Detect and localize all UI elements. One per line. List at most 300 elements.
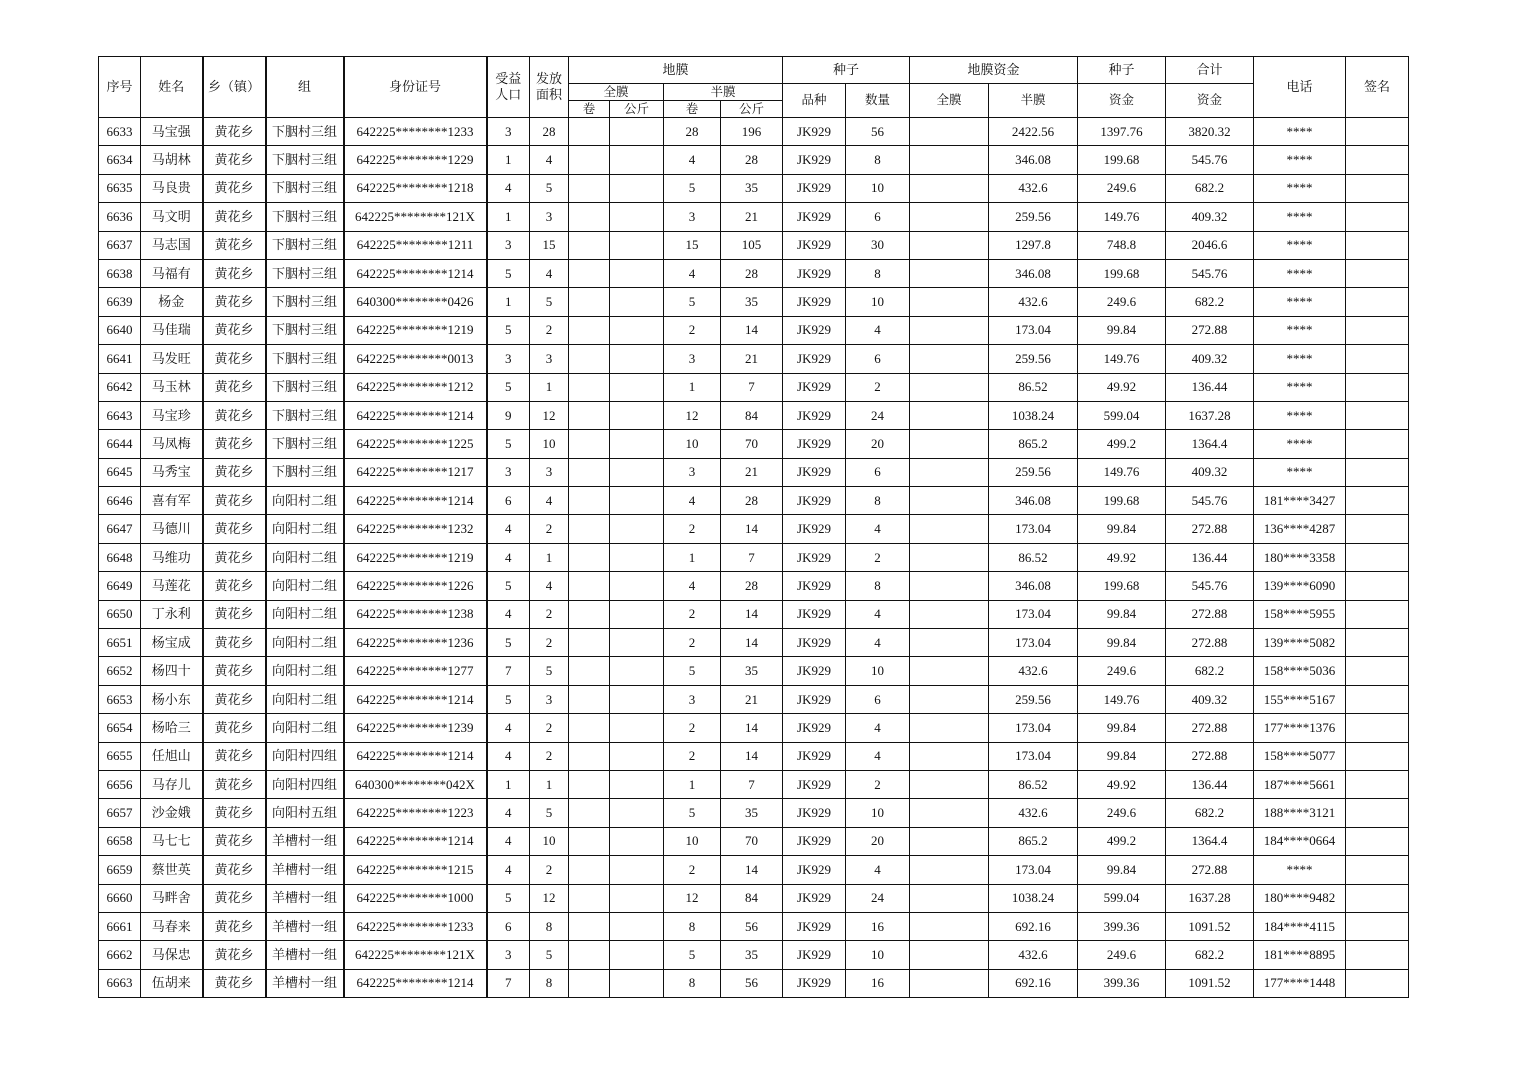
cell-total-fund: 682.2: [1166, 288, 1254, 316]
cell-id-number: 642225********1238: [344, 600, 487, 628]
cell-id-number: 642225********1226: [344, 572, 487, 600]
cell-full-film-rolls: [569, 430, 610, 458]
cell-serial-number: 6645: [99, 458, 141, 486]
cell-signature: [1346, 543, 1409, 571]
cell-group: 下胭村三组: [266, 373, 344, 401]
cell-signature: [1346, 259, 1409, 287]
cell-id-number: 642225********1214: [344, 401, 487, 429]
cell-seed-variety: JK929: [783, 288, 846, 316]
cell-fund-half-film: 259.56: [989, 203, 1078, 231]
cell-half-film-kg: 35: [721, 941, 783, 969]
cell-seed-fund: 49.92: [1078, 373, 1166, 401]
header-film: 地膜: [569, 57, 783, 84]
cell-phone: 139****6090: [1254, 572, 1346, 600]
cell-half-film-rolls: 4: [664, 259, 721, 287]
cell-group: 向阳村二组: [266, 657, 344, 685]
cell-half-film-rolls: 2: [664, 629, 721, 657]
cell-full-film-rolls: [569, 600, 610, 628]
table-row: [99, 572, 1409, 600]
cell-signature: [1346, 770, 1409, 798]
cell-seed-variety: JK929: [783, 316, 846, 344]
cell-name: 马良贵: [141, 174, 203, 202]
cell-group: 羊槽村一组: [266, 912, 344, 940]
cell-half-film-rolls: 3: [664, 345, 721, 373]
cell-half-film-kg: 35: [721, 799, 783, 827]
cell-half-film-kg: 14: [721, 515, 783, 543]
cell-group: 下胭村三组: [266, 174, 344, 202]
cell-full-film-rolls: [569, 458, 610, 486]
cell-town: 黄花乡: [203, 941, 266, 969]
cell-seed-fund: 1397.76: [1078, 118, 1166, 146]
cell-phone: 181****3427: [1254, 487, 1346, 515]
cell-phone: 180****9482: [1254, 884, 1346, 912]
header-id-number: 身份证号: [344, 57, 487, 118]
cell-seed-fund: 49.92: [1078, 543, 1166, 571]
cell-group: 向阳村四组: [266, 742, 344, 770]
cell-fund-half-film: 173.04: [989, 856, 1078, 884]
cell-full-film-kg: [610, 203, 664, 231]
cell-total-fund: 545.76: [1166, 146, 1254, 174]
cell-fund-half-film: 346.08: [989, 259, 1078, 287]
cell-area: 2: [530, 515, 569, 543]
cell-id-number: 642225********121X: [344, 941, 487, 969]
cell-name: 蔡世英: [141, 856, 203, 884]
cell-full-film-kg: [610, 316, 664, 344]
cell-signature: [1346, 316, 1409, 344]
cell-area: 4: [530, 146, 569, 174]
cell-name: 任旭山: [141, 742, 203, 770]
cell-half-film-kg: 21: [721, 458, 783, 486]
cell-area: 12: [530, 884, 569, 912]
cell-full-film-rolls: [569, 401, 610, 429]
cell-seed-variety: JK929: [783, 629, 846, 657]
cell-town: 黄花乡: [203, 146, 266, 174]
cell-phone: ****: [1254, 316, 1346, 344]
cell-area: 5: [530, 288, 569, 316]
cell-seed-quantity: 8: [846, 572, 910, 600]
cell-beneficiaries: 3: [487, 941, 530, 969]
cell-phone: ****: [1254, 373, 1346, 401]
table-row: [99, 259, 1409, 287]
cell-phone: 158****5036: [1254, 657, 1346, 685]
cell-name: 杨哈三: [141, 714, 203, 742]
cell-id-number: 642225********1229: [344, 146, 487, 174]
cell-id-number: 642225********1223: [344, 799, 487, 827]
cell-name: 马维功: [141, 543, 203, 571]
cell-seed-quantity: 4: [846, 714, 910, 742]
table-row: [99, 685, 1409, 713]
cell-signature: [1346, 685, 1409, 713]
header-town: 乡（镇）: [203, 57, 266, 118]
cell-fund-half-film: 173.04: [989, 629, 1078, 657]
cell-full-film-rolls: [569, 856, 610, 884]
cell-id-number: 642225********1236: [344, 629, 487, 657]
cell-beneficiaries: 1: [487, 146, 530, 174]
cell-name: 马宝珍: [141, 401, 203, 429]
cell-town: 黄花乡: [203, 373, 266, 401]
cell-fund-full-film: [910, 742, 989, 770]
cell-full-film-kg: [610, 742, 664, 770]
cell-phone: 188****3121: [1254, 799, 1346, 827]
cell-area: 2: [530, 856, 569, 884]
cell-serial-number: 6658: [99, 827, 141, 855]
cell-phone: 177****1376: [1254, 714, 1346, 742]
cell-signature: [1346, 401, 1409, 429]
cell-group: 下胭村三组: [266, 288, 344, 316]
cell-full-film-kg: [610, 174, 664, 202]
cell-signature: [1346, 856, 1409, 884]
cell-fund-half-film: 346.08: [989, 487, 1078, 515]
cell-fund-full-film: [910, 799, 989, 827]
cell-town: 黄花乡: [203, 515, 266, 543]
cell-signature: [1346, 884, 1409, 912]
cell-total-fund: 3820.32: [1166, 118, 1254, 146]
cell-fund-full-film: [910, 572, 989, 600]
cell-town: 黄花乡: [203, 288, 266, 316]
cell-name: 马佳瑞: [141, 316, 203, 344]
cell-full-film-kg: [610, 515, 664, 543]
table-row: [99, 458, 1409, 486]
cell-town: 黄花乡: [203, 884, 266, 912]
cell-beneficiaries: 4: [487, 714, 530, 742]
cell-town: 黄花乡: [203, 770, 266, 798]
cell-town: 黄花乡: [203, 174, 266, 202]
cell-seed-variety: JK929: [783, 373, 846, 401]
cell-seed-quantity: 30: [846, 231, 910, 259]
cell-full-film-rolls: [569, 174, 610, 202]
cell-serial-number: 6661: [99, 912, 141, 940]
header-full-film: 全膜: [569, 84, 664, 101]
cell-fund-half-film: 2422.56: [989, 118, 1078, 146]
cell-fund-half-film: 1297.8: [989, 231, 1078, 259]
cell-serial-number: 6656: [99, 770, 141, 798]
cell-full-film-kg: [610, 373, 664, 401]
cell-total-fund: 545.76: [1166, 572, 1254, 600]
cell-half-film-rolls: 10: [664, 430, 721, 458]
cell-beneficiaries: 5: [487, 259, 530, 287]
cell-half-film-kg: 7: [721, 543, 783, 571]
cell-group: 下胭村三组: [266, 345, 344, 373]
cell-half-film-rolls: 2: [664, 714, 721, 742]
distribution-table: [98, 56, 1409, 998]
header-signature: 签名: [1346, 57, 1409, 118]
header-quantity: 数量: [846, 84, 910, 118]
cell-fund-half-film: 432.6: [989, 174, 1078, 202]
header-half-film: 半膜: [664, 84, 783, 101]
cell-phone: ****: [1254, 259, 1346, 287]
cell-fund-full-film: [910, 969, 989, 997]
cell-serial-number: 6653: [99, 685, 141, 713]
cell-full-film-rolls: [569, 572, 610, 600]
cell-area: 2: [530, 316, 569, 344]
cell-seed-fund: 199.68: [1078, 487, 1166, 515]
cell-serial-number: 6660: [99, 884, 141, 912]
cell-seed-fund: 499.2: [1078, 430, 1166, 458]
cell-signature: [1346, 430, 1409, 458]
cell-seed-variety: JK929: [783, 714, 846, 742]
header-variety: 品种: [783, 84, 846, 118]
cell-seed-fund: 249.6: [1078, 941, 1166, 969]
cell-full-film-kg: [610, 458, 664, 486]
cell-seed-quantity: 6: [846, 345, 910, 373]
cell-beneficiaries: 4: [487, 799, 530, 827]
cell-total-fund: 545.76: [1166, 259, 1254, 287]
cell-serial-number: 6654: [99, 714, 141, 742]
header-beneficiaries-line2: 人口: [495, 87, 522, 102]
cell-phone: 158****5955: [1254, 600, 1346, 628]
cell-total-fund: 409.32: [1166, 203, 1254, 231]
cell-fund-full-film: [910, 231, 989, 259]
table-row: [99, 856, 1409, 884]
cell-full-film-rolls: [569, 231, 610, 259]
cell-seed-fund: 149.76: [1078, 345, 1166, 373]
cell-area: 12: [530, 401, 569, 429]
cell-half-film-rolls: 15: [664, 231, 721, 259]
cell-seed-fund: 399.36: [1078, 969, 1166, 997]
header-name: 姓名: [141, 57, 203, 118]
cell-name: 马文明: [141, 203, 203, 231]
cell-area: 3: [530, 685, 569, 713]
cell-name: 马莲花: [141, 572, 203, 600]
cell-seed-variety: JK929: [783, 458, 846, 486]
table-body: [99, 118, 1409, 998]
cell-name: 马玉林: [141, 373, 203, 401]
cell-id-number: 642225********1219: [344, 316, 487, 344]
cell-seed-quantity: 20: [846, 827, 910, 855]
cell-phone: 181****8895: [1254, 941, 1346, 969]
cell-full-film-kg: [610, 799, 664, 827]
cell-full-film-kg: [610, 770, 664, 798]
cell-id-number: 640300********042X: [344, 770, 487, 798]
cell-seed-variety: JK929: [783, 969, 846, 997]
header-fund-full-film: 全膜: [910, 84, 989, 118]
table-row: [99, 231, 1409, 259]
table-row: [99, 174, 1409, 202]
cell-fund-full-film: [910, 458, 989, 486]
cell-phone: 136****4287: [1254, 515, 1346, 543]
cell-seed-variety: JK929: [783, 685, 846, 713]
header-group: 组: [266, 57, 344, 118]
cell-full-film-kg: [610, 401, 664, 429]
cell-name: 马存儿: [141, 770, 203, 798]
table-row: [99, 629, 1409, 657]
cell-seed-variety: JK929: [783, 487, 846, 515]
cell-seed-quantity: 4: [846, 600, 910, 628]
cell-beneficiaries: 5: [487, 430, 530, 458]
cell-seed-variety: JK929: [783, 657, 846, 685]
cell-full-film-kg: [610, 685, 664, 713]
cell-half-film-kg: 105: [721, 231, 783, 259]
cell-serial-number: 6659: [99, 856, 141, 884]
cell-seed-quantity: 4: [846, 629, 910, 657]
cell-name: 马胡林: [141, 146, 203, 174]
cell-group: 下胭村三组: [266, 401, 344, 429]
cell-serial-number: 6637: [99, 231, 141, 259]
cell-fund-half-film: 1038.24: [989, 401, 1078, 429]
cell-full-film-rolls: [569, 714, 610, 742]
cell-seed-fund: 99.84: [1078, 316, 1166, 344]
cell-seed-fund: 249.6: [1078, 799, 1166, 827]
cell-half-film-kg: 14: [721, 600, 783, 628]
cell-town: 黄花乡: [203, 543, 266, 571]
cell-seed-quantity: 10: [846, 288, 910, 316]
header-full-film-rolls: 卷: [569, 101, 610, 118]
cell-half-film-rolls: 12: [664, 401, 721, 429]
cell-full-film-rolls: [569, 345, 610, 373]
header-full-film-kg: 公斤: [610, 101, 664, 118]
cell-full-film-rolls: [569, 316, 610, 344]
cell-half-film-kg: 14: [721, 742, 783, 770]
cell-half-film-rolls: 12: [664, 884, 721, 912]
cell-fund-half-film: 432.6: [989, 657, 1078, 685]
cell-beneficiaries: 1: [487, 203, 530, 231]
cell-half-film-kg: 14: [721, 856, 783, 884]
cell-total-fund: 136.44: [1166, 770, 1254, 798]
cell-area: 5: [530, 657, 569, 685]
cell-total-fund: 682.2: [1166, 941, 1254, 969]
cell-full-film-rolls: [569, 657, 610, 685]
cell-serial-number: 6655: [99, 742, 141, 770]
cell-serial-number: 6650: [99, 600, 141, 628]
cell-fund-full-film: [910, 401, 989, 429]
cell-phone: ****: [1254, 203, 1346, 231]
cell-area: 28: [530, 118, 569, 146]
cell-full-film-kg: [610, 572, 664, 600]
cell-signature: [1346, 146, 1409, 174]
cell-beneficiaries: 3: [487, 231, 530, 259]
cell-town: 黄花乡: [203, 401, 266, 429]
cell-seed-fund: 149.76: [1078, 203, 1166, 231]
cell-seed-quantity: 6: [846, 203, 910, 231]
cell-half-film-rolls: 5: [664, 799, 721, 827]
cell-full-film-kg: [610, 259, 664, 287]
cell-half-film-rolls: 2: [664, 515, 721, 543]
cell-signature: [1346, 515, 1409, 543]
cell-full-film-kg: [610, 118, 664, 146]
cell-seed-fund: 249.6: [1078, 657, 1166, 685]
cell-phone: 184****0664: [1254, 827, 1346, 855]
cell-signature: [1346, 941, 1409, 969]
cell-beneficiaries: 5: [487, 572, 530, 600]
cell-full-film-rolls: [569, 288, 610, 316]
cell-total-fund: 272.88: [1166, 742, 1254, 770]
cell-id-number: 642225********1233: [344, 912, 487, 940]
cell-seed-fund: 599.04: [1078, 401, 1166, 429]
cell-full-film-kg: [610, 543, 664, 571]
cell-phone: ****: [1254, 231, 1346, 259]
cell-full-film-rolls: [569, 629, 610, 657]
cell-beneficiaries: 4: [487, 742, 530, 770]
cell-half-film-rolls: 3: [664, 685, 721, 713]
cell-id-number: 642225********1211: [344, 231, 487, 259]
cell-total-fund: 136.44: [1166, 543, 1254, 571]
cell-half-film-kg: 28: [721, 259, 783, 287]
cell-id-number: 642225********1214: [344, 969, 487, 997]
cell-beneficiaries: 3: [487, 458, 530, 486]
cell-serial-number: 6641: [99, 345, 141, 373]
cell-full-film-kg: [610, 969, 664, 997]
cell-serial-number: 6642: [99, 373, 141, 401]
cell-id-number: 642225********1239: [344, 714, 487, 742]
cell-beneficiaries: 5: [487, 629, 530, 657]
cell-signature: [1346, 799, 1409, 827]
cell-serial-number: 6648: [99, 543, 141, 571]
table-row: [99, 543, 1409, 571]
cell-total-fund: 1091.52: [1166, 912, 1254, 940]
cell-seed-quantity: 24: [846, 401, 910, 429]
table-row: [99, 600, 1409, 628]
header-half-film-rolls: 卷: [664, 101, 721, 118]
cell-beneficiaries: 1: [487, 288, 530, 316]
cell-id-number: 642225********1214: [344, 827, 487, 855]
cell-id-number: 642225********1277: [344, 657, 487, 685]
cell-town: 黄花乡: [203, 572, 266, 600]
cell-id-number: 642225********1218: [344, 174, 487, 202]
cell-fund-half-film: 173.04: [989, 316, 1078, 344]
cell-phone: ****: [1254, 430, 1346, 458]
cell-group: 羊槽村一组: [266, 856, 344, 884]
header-film-fund: 地膜资金: [910, 57, 1078, 84]
cell-seed-quantity: 56: [846, 118, 910, 146]
cell-beneficiaries: 5: [487, 316, 530, 344]
cell-seed-quantity: 16: [846, 912, 910, 940]
cell-group: 羊槽村一组: [266, 827, 344, 855]
cell-phone: ****: [1254, 458, 1346, 486]
cell-beneficiaries: 4: [487, 543, 530, 571]
cell-half-film-rolls: 5: [664, 657, 721, 685]
cell-serial-number: 6649: [99, 572, 141, 600]
cell-fund-half-film: 432.6: [989, 799, 1078, 827]
cell-group: 向阳村二组: [266, 487, 344, 515]
cell-half-film-kg: 56: [721, 969, 783, 997]
cell-name: 杨宝成: [141, 629, 203, 657]
cell-id-number: 642225********0013: [344, 345, 487, 373]
cell-signature: [1346, 118, 1409, 146]
header-total-bottom: 资金: [1166, 84, 1254, 118]
cell-name: 马宝强: [141, 118, 203, 146]
cell-beneficiaries: 9: [487, 401, 530, 429]
cell-serial-number: 6662: [99, 941, 141, 969]
cell-total-fund: 2046.6: [1166, 231, 1254, 259]
cell-name: 马凤梅: [141, 430, 203, 458]
cell-half-film-kg: 28: [721, 487, 783, 515]
cell-town: 黄花乡: [203, 259, 266, 287]
cell-full-film-kg: [610, 600, 664, 628]
cell-seed-fund: 249.6: [1078, 174, 1166, 202]
header-total-top: 合计: [1166, 57, 1254, 84]
table-row: [99, 288, 1409, 316]
cell-full-film-kg: [610, 657, 664, 685]
cell-fund-full-film: [910, 203, 989, 231]
cell-id-number: 642225********1214: [344, 685, 487, 713]
cell-half-film-kg: 7: [721, 770, 783, 798]
cell-seed-fund: 599.04: [1078, 884, 1166, 912]
cell-group: 羊槽村一组: [266, 884, 344, 912]
header-half-film-kg: 公斤: [721, 101, 783, 118]
cell-seed-quantity: 10: [846, 799, 910, 827]
cell-signature: [1346, 203, 1409, 231]
cell-area: 8: [530, 969, 569, 997]
cell-seed-fund: 748.8: [1078, 231, 1166, 259]
cell-area: 3: [530, 345, 569, 373]
cell-half-film-rolls: 1: [664, 543, 721, 571]
cell-name: 杨小东: [141, 685, 203, 713]
cell-fund-full-film: [910, 146, 989, 174]
cell-seed-fund: 149.76: [1078, 685, 1166, 713]
cell-half-film-kg: 28: [721, 146, 783, 174]
cell-fund-half-film: 86.52: [989, 543, 1078, 571]
cell-area: 4: [530, 572, 569, 600]
